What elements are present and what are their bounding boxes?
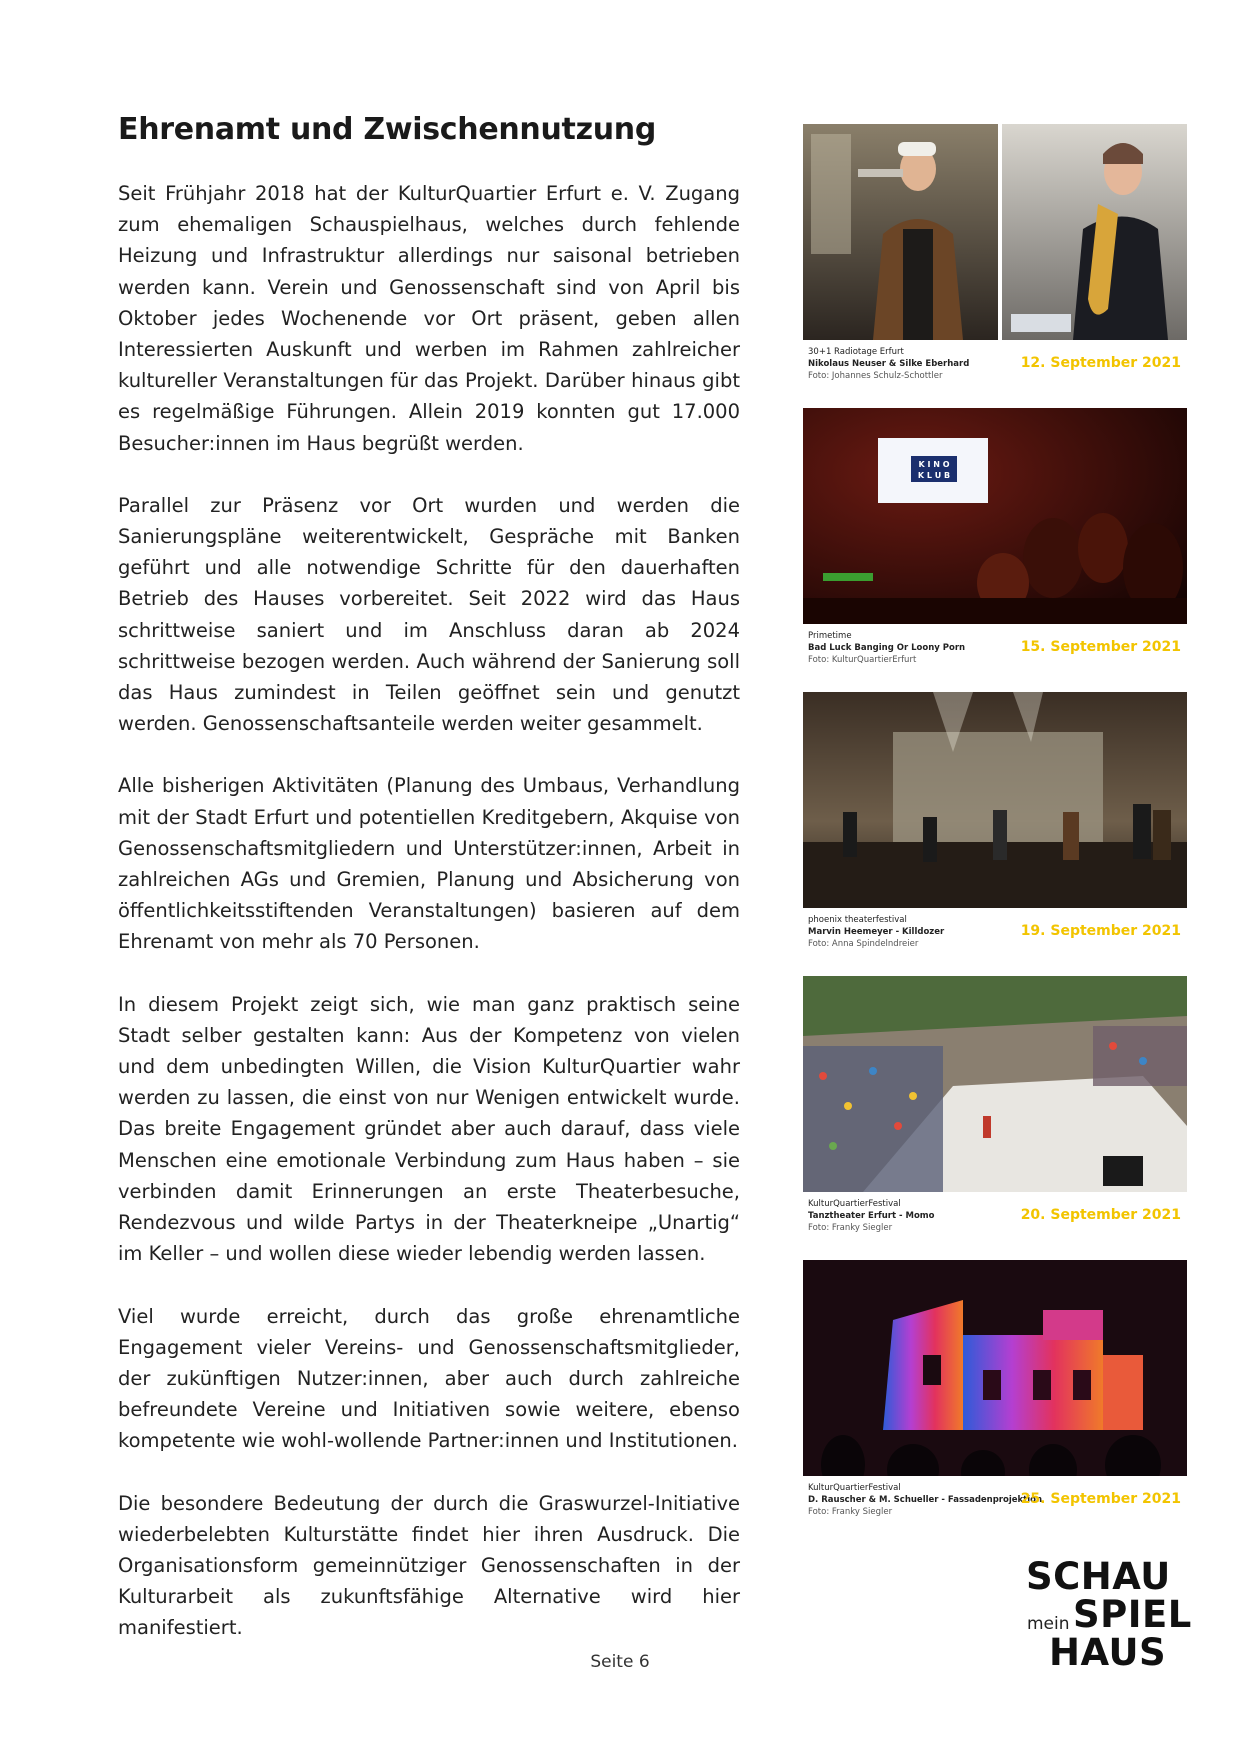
photo-block <box>803 408 1187 692</box>
paragraph: Seit Frühjahr 2018 hat der KulturQuartier Erfurt e. V. Zugang zum ehemaligen Schauspielhaus, welches durch fehlende Heizung und Infrastruktur allerdings nur saisonal betrieben werden kann. Verein und Genossenschaft sind von April bis Oktober jedes Wochenende vor Ort präsent, geben allen Interessierten Auskunft und werben im Rahmen zahlreicher kultureller Veranstaltungen für das Projekt. Darüber hinaus gibt es regelmäßige Führungen. Allein 2019 konnten gut 17.000 Besucher:innen im Haus begrüßt werden. <box>118 182 740 455</box>
caption-series: phoenix theaterfestival <box>808 915 907 925</box>
paragraph: Alle bisherigen Aktivitäten (Planung des Umbaus, Verhandlung mit der Stadt Erfurt und potentiellen Kreditgebern, Akquise von Genossenschaftsmitgliedern und Unterstützer:innen, Arbeit in zahlreichen AGs und Gremien, Planung und Absicherung von öffentlichkeitsstiftenden Veranstaltungen) basieren auf dem Ehrenamt von mehr als 70 Personen. <box>118 774 740 954</box>
caption-date: 20. September 2021 <box>1020 1207 1181 1223</box>
page-heading: Ehrenamt und Zwischennutzung <box>118 112 657 147</box>
caption-series: Primetime <box>808 631 852 641</box>
logo-line-2: SPIEL <box>1073 1593 1192 1636</box>
caption-date: 19. September 2021 <box>1020 923 1181 939</box>
caption-date: 12. September 2021 <box>1020 355 1181 371</box>
photo-block <box>803 692 1187 976</box>
caption-credit: Foto: Franky Siegler <box>808 1507 893 1517</box>
photo-caption <box>803 624 1187 690</box>
logo-line-3: HAUS <box>1049 1631 1167 1674</box>
caption-series: KulturQuartierFestival <box>808 1199 901 1209</box>
kino-sign-line-1: K I N O <box>918 460 950 469</box>
photo-block <box>803 1260 1187 1544</box>
photo-caption <box>803 908 1187 974</box>
caption-title: Tanztheater Erfurt - Momo <box>808 1211 935 1221</box>
logo-line-1: SCHAU <box>1026 1555 1171 1598</box>
caption-date: 15. September 2021 <box>1020 639 1181 655</box>
caption-series: KulturQuartierFestival <box>808 1483 901 1493</box>
caption-credit: Foto: KulturQuartierErfurt <box>808 655 917 665</box>
caption-date: 25. September 2021 <box>1020 1491 1181 1507</box>
caption-title: D. Rauscher & M. Schueller - Fassadenprojektion <box>808 1495 1043 1505</box>
paragraph: Viel wurde erreicht, durch das große ehrenamtliche Engagement vieler Vereins- und Genossenschaftsmitglieder, der zukünftigen Nutzer:innen, aber auch durch zahlreiche befreundete Vereine und Initiativen sowie weitere, ebenso kompetente wie wohl-wollende Partner:innen und Institutionen. <box>118 1304 740 1453</box>
photo-caption <box>803 1476 1187 1542</box>
photo-block <box>803 124 1187 408</box>
caption-title: Nikolaus Neuser & Silke Eberhard <box>808 359 970 369</box>
page-number: Seite 6 <box>590 1652 650 1672</box>
logo-mein: mein <box>1027 1614 1070 1634</box>
caption-title: Marvin Heemeyer - Killdozer <box>808 927 945 937</box>
photo-column <box>803 124 1187 1544</box>
caption-credit: Foto: Johannes Schulz-Schottler <box>808 371 943 381</box>
photo-outdoor-performance <box>803 976 1187 1192</box>
caption-title: Bad Luck Banging Or Loony Porn <box>808 643 966 653</box>
kino-sign-line-2: K L U B <box>917 471 951 480</box>
photo-cinema <box>803 408 1187 624</box>
body-text <box>118 178 740 1675</box>
paragraph: In diesem Projekt zeigt sich, wie man ganz praktisch seine Stadt selber gestalten kann: Aus der Kompetenz von vielen und dem unbedingten Willen, die Vision KulturQuartier wahr werden zu lassen, die einst von nur Wenigen entwickelt wurde. Das breite Engagement gründet aber auch darauf, dass viele Menschen eine emotionale Verbindung zum Haus haben – sie verbinden damit Erinnerungen an erste Theaterbesuche, Rendezvous und wilde Partys in der Theaterkneipe „Unartig“ im Keller – und wollen diese wieder lebendig werden lassen. <box>118 992 740 1266</box>
paragraph: Parallel zur Präsenz vor Ort wurden und werden die Sanierungspläne weiterentwickelt, Gespräche mit Banken geführt und alle notwendige Schritte für den dauerhaften Betrieb des Hauses vorbereitet. Seit 2022 wird das Haus schrittweise saniert und im Anschluss daran ab 2024 schrittweise bezogen werden. Auch während der Sanierung soll das Haus zumindest in Teilen geöffnet sein und genutzt werden. Genossenschaftsanteile werden weiter gesammelt. <box>118 493 740 736</box>
photo-caption <box>803 1192 1187 1258</box>
caption-series: 30+1 Radiotage Erfurt <box>808 347 904 357</box>
paragraph: Die besondere Bedeutung der durch die Graswurzel-Initiative wiederbelebten Kulturstätte findet hier ihren Ausdruck. Die Organisationsform gemeinnütziger Genossenschaften in der Kulturarbeit als zukunftsfähige Alternative wird hier manifestiert. <box>118 1491 740 1640</box>
caption-credit: Foto: Franky Siegler <box>808 1223 893 1233</box>
photo-stage-hall <box>803 692 1187 908</box>
photo-block <box>803 976 1187 1260</box>
caption-credit: Foto: Anna Spindelndreier <box>808 939 919 949</box>
photo-caption <box>803 340 1187 406</box>
photo-facade-projection <box>803 1260 1187 1476</box>
photo-musicians <box>803 124 1187 340</box>
